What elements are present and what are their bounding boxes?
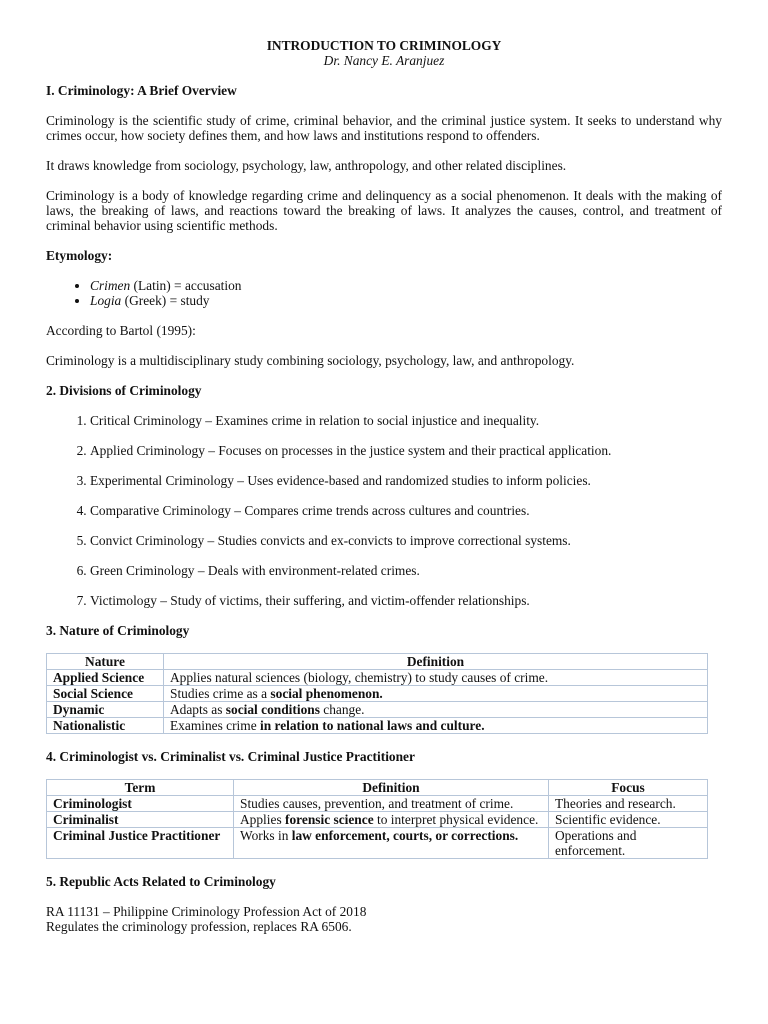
nature-definition: Examines crime in relation to national laws and culture.: [164, 718, 708, 734]
etymology-list: [46, 278, 722, 308]
etymology-meaning: (Latin) = accusation: [130, 278, 242, 293]
table-row: [47, 702, 708, 718]
column-header-definition: Definition: [164, 654, 708, 670]
comparison-term: Criminalist: [47, 812, 234, 828]
bartol-definition: Criminology is a multidisciplinary study combining sociology, psychology, law, and anthropology.: [46, 353, 575, 368]
divisions-heading: 2. Divisions of Criminology: [46, 383, 202, 398]
column-header-term: Term: [47, 780, 234, 796]
list-item: 2. Applied Criminology – Focuses on processes in the justice system and their practical application.: [90, 443, 722, 458]
etymology-word: Logia: [90, 293, 122, 308]
comparison-definition: Applies forensic science to interpret physical evidence.: [234, 812, 549, 828]
overview-heading: I. Criminology: A Brief Overview: [46, 83, 237, 98]
nature-definition: Studies crime as a social phenomenon.: [164, 686, 708, 702]
table-header-row: [47, 654, 708, 670]
comparison-term: Criminal Justice Practitioner: [47, 828, 234, 859]
list-item: 1. Critical Criminology – Examines crime in relation to social injustice and inequality.: [90, 413, 722, 428]
list-item: 3. Experimental Criminology – Uses evidence-based and randomized studies to inform policies.: [90, 473, 722, 488]
republic-act-title: RA 11131 – Philippine Criminology Profession Act of 2018: [46, 904, 367, 919]
comparison-table: [46, 779, 708, 859]
document-title: INTRODUCTION TO CRIMINOLOGY: [266, 38, 502, 53]
list-item: [90, 293, 722, 308]
nature-heading: 3. Nature of Criminology: [46, 623, 190, 638]
nature-definition: Applies natural sciences (biology, chemistry) to study causes of crime.: [164, 670, 708, 686]
republic-act-description: Regulates the criminology profession, replaces RA 6506.: [46, 919, 352, 934]
table-row: [47, 828, 708, 859]
list-item: 5. Convict Criminology – Studies convicts and ex-convicts to improve correctional systems.: [90, 533, 722, 548]
list-item: 7. Victimology – Study of victims, their suffering, and victim-offender relationships.: [90, 593, 722, 608]
table-row: [47, 796, 708, 812]
table-row: [47, 812, 708, 828]
etymology-word: Crimen: [90, 278, 131, 293]
comparison-focus: Scientific evidence.: [549, 812, 708, 828]
overview-paragraph-3: Criminology is a body of knowledge regarding crime and delinquency as a social phenomenon. It deals with the making of laws, the breaking of laws, and reactions toward the breaking of laws. It analyzes the causes, control, and treatment of criminal behavior using scientific methods.: [46, 188, 722, 233]
nature-term: Applied Science: [47, 670, 164, 686]
column-header-focus: Focus: [549, 780, 708, 796]
etymology-meaning: (Greek) = study: [121, 293, 210, 308]
comparison-definition: Studies causes, prevention, and treatment of crime.: [234, 796, 549, 812]
nature-term: Social Science: [47, 686, 164, 702]
overview-paragraph-1: Criminology is the scientific study of crime, criminal behavior, and the criminal justice system. It seeks to understand why crimes occur, how society defines them, and how laws and institutions respond to offenders.: [46, 113, 722, 143]
nature-term: Nationalistic: [47, 718, 164, 734]
nature-table: [46, 653, 708, 734]
comparison-definition: Works in law enforcement, courts, or corrections.: [234, 828, 549, 859]
comparison-focus: Operations and enforcement.: [549, 828, 708, 859]
republic-acts-heading: 5. Republic Acts Related to Criminology: [46, 874, 276, 889]
table-row: [47, 686, 708, 702]
table-header-row: [47, 780, 708, 796]
divisions-list: [46, 413, 722, 608]
document-author: Dr. Nancy E. Aranjuez: [323, 53, 445, 68]
table-row: [47, 670, 708, 686]
nature-definition: Adapts as social conditions change.: [164, 702, 708, 718]
column-header-nature: Nature: [47, 654, 164, 670]
column-header-definition: Definition: [234, 780, 549, 796]
overview-paragraph-2: It draws knowledge from sociology, psychology, law, anthropology, and other related disciplines.: [46, 158, 567, 173]
list-item: [90, 278, 722, 293]
list-item: 4. Comparative Criminology – Compares crime trends across cultures and countries.: [90, 503, 722, 518]
table-row: [47, 718, 708, 734]
bartol-intro: According to Bartol (1995):: [46, 323, 196, 338]
list-item: 6. Green Criminology – Deals with environment-related crimes.: [90, 563, 722, 578]
comparison-focus: Theories and research.: [549, 796, 708, 812]
comparison-term: Criminologist: [47, 796, 234, 812]
etymology-heading: Etymology:: [46, 248, 113, 263]
comparison-heading: 4. Criminologist vs. Criminalist vs. Criminal Justice Practitioner: [46, 749, 415, 764]
nature-term: Dynamic: [47, 702, 164, 718]
